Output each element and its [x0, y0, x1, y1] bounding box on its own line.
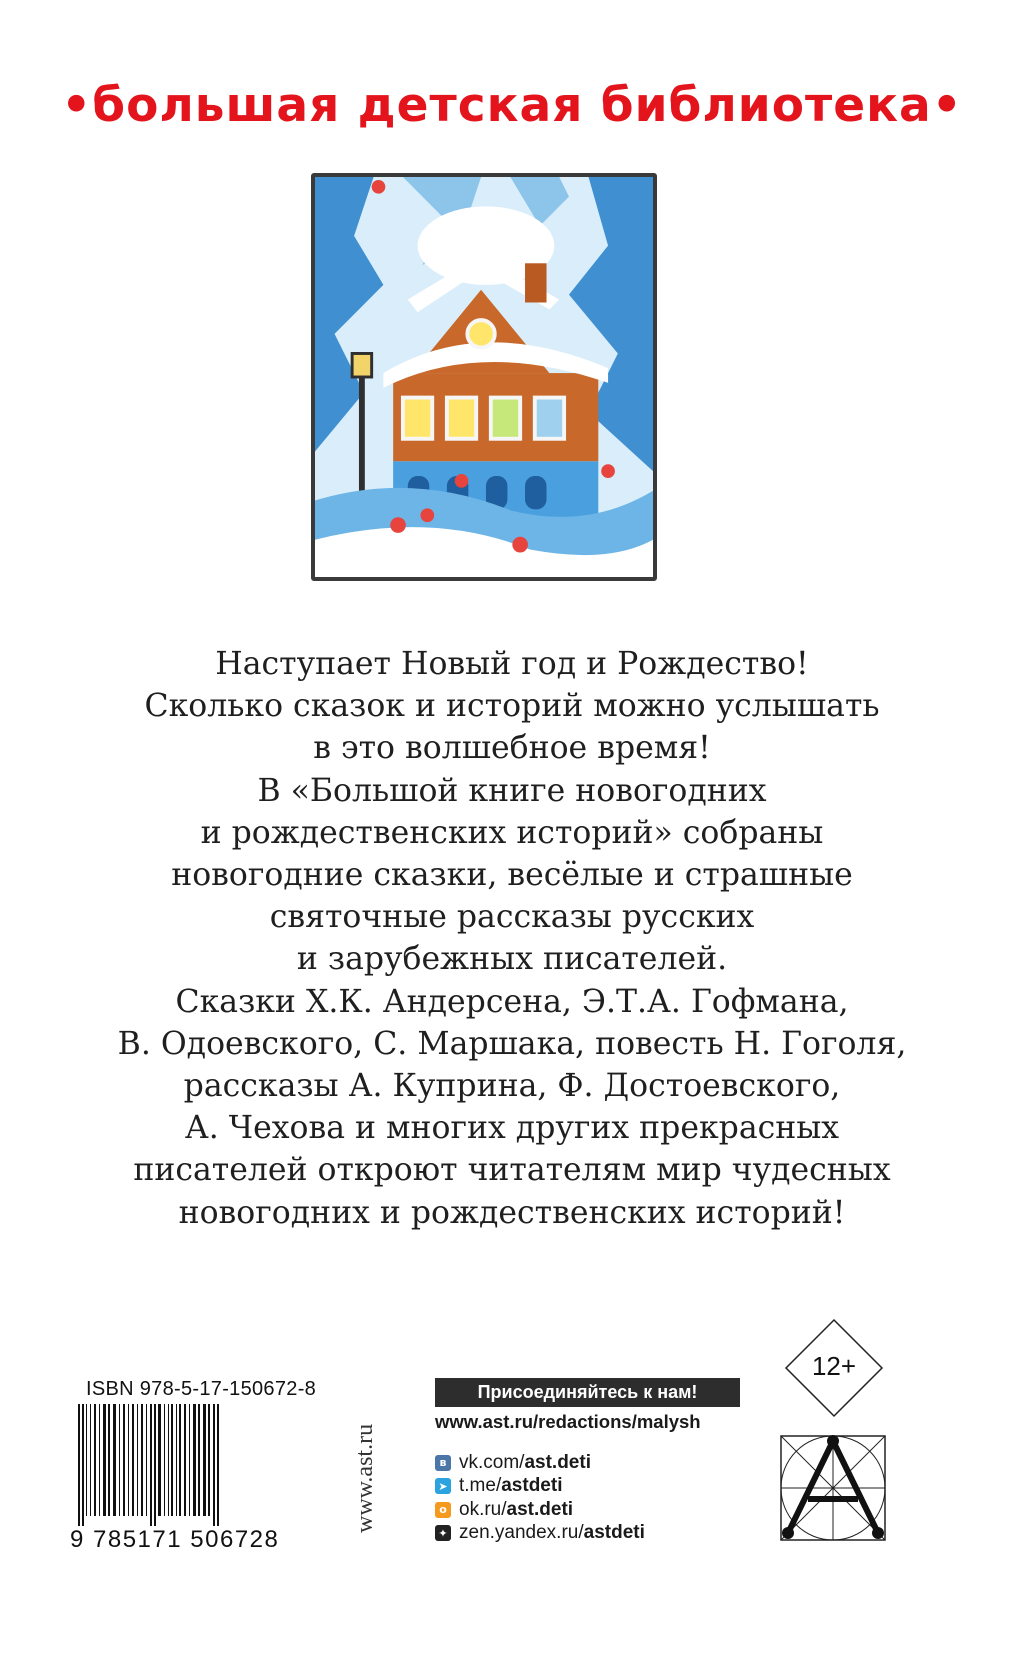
social-prefix: t.me/: [459, 1475, 502, 1497]
barcode-bar: [208, 1404, 210, 1516]
vk-icon: в: [435, 1455, 451, 1471]
barcode-bar: [146, 1404, 147, 1516]
barcode-bar: [154, 1404, 156, 1526]
barcode-bar: [90, 1404, 91, 1516]
publisher-url[interactable]: www.ast.ru/redactions/malysh: [435, 1411, 701, 1432]
ok-icon: o: [435, 1502, 451, 1518]
barcode-bar: [141, 1404, 143, 1516]
annotation-line: В. Одоевского, С. Маршака, повесть Н. Гоголя,: [117, 1025, 907, 1062]
annotation-line: Сказки Х.К. Андерсена, Э.Т.А. Гофмана,: [175, 983, 849, 1020]
social-link-ok[interactable]: [435, 1498, 645, 1522]
social-link-telegram[interactable]: [435, 1475, 645, 1499]
social-prefix: vk.com/: [459, 1451, 525, 1473]
barcode-bar: [132, 1404, 134, 1516]
zen-icon: ✦: [435, 1525, 451, 1541]
annotation-line: новогодних и рождественских историй!: [178, 1194, 846, 1231]
age-rating: 12+: [811, 1351, 857, 1381]
barcode-bar: [176, 1404, 177, 1516]
annotation-line: новогодние сказки, весёлые и страшные: [171, 857, 853, 894]
annotation-line: В «Большой книге новогодних: [257, 772, 767, 809]
barcode-bar: [217, 1404, 219, 1526]
annotation-line: и зарубежных писателей.: [296, 941, 728, 978]
social-handle: ast.deti: [506, 1498, 574, 1520]
barcode-bar: [94, 1404, 96, 1516]
annotation-line: Сколько сказок и историй можно услышать: [144, 688, 880, 725]
barcode-bar: [171, 1404, 173, 1516]
barcode-bar: [198, 1404, 200, 1516]
barcode-bar: [86, 1404, 87, 1516]
series-title: [0, 78, 1024, 133]
social-link-vk[interactable]: [435, 1451, 645, 1475]
barcode-bar: [158, 1404, 161, 1516]
barcode-digits: 9 785171 506728: [70, 1526, 280, 1553]
barcode-bar: [82, 1404, 84, 1526]
social-links: [435, 1451, 645, 1545]
telegram-icon: ➤: [435, 1478, 451, 1494]
barcode-bar: [164, 1404, 165, 1516]
social-handle: ast.deti: [524, 1451, 591, 1473]
barcode-bar: [179, 1404, 181, 1516]
barcode-bar: [103, 1404, 106, 1516]
barcode-bar: [128, 1404, 129, 1516]
join-us-banner: Присоединяйтесь к нам!: [435, 1378, 740, 1407]
social-handle: astdeti: [583, 1522, 645, 1544]
social-link-zen[interactable]: [435, 1522, 645, 1546]
barcode-bar: [193, 1404, 196, 1516]
annotation-line: писателей откроют читателям мир чудесных: [133, 1152, 891, 1189]
cover-illustration: [311, 173, 657, 581]
barcode-bar: [123, 1404, 125, 1516]
book-annotation: [60, 643, 964, 1234]
barcode-bar: [78, 1404, 80, 1526]
social-prefix: zen.yandex.ru/: [459, 1522, 584, 1544]
annotation-line: А. Чехова и многих других прекрасных: [184, 1110, 840, 1147]
annotation-line: рассказы А. Куприна, Ф. Достоевского,: [183, 1068, 841, 1105]
annotation-line: в это волшебное время!: [313, 730, 711, 767]
barcode-bar: [189, 1404, 190, 1516]
annotation-line: Наступает Новый год и Рождество!: [215, 646, 809, 682]
barcode-bar: [108, 1404, 110, 1516]
publisher-site-vertical: www.ast.ru: [352, 1423, 378, 1533]
social-handle: astdeti: [501, 1475, 563, 1497]
barcode-bar: [213, 1404, 215, 1526]
series-title-text: большая детская библиотека: [92, 78, 932, 133]
barcode-bar: [184, 1404, 186, 1516]
series-dot-right: •: [931, 78, 963, 133]
publisher-logo-icon: [778, 1433, 888, 1543]
isbn-number: ISBN 978-5-17-150672-8: [86, 1378, 317, 1400]
barcode-bar: [150, 1404, 152, 1526]
series-dot-left: •: [61, 78, 93, 133]
barcode-bar: [113, 1404, 116, 1516]
barcode-bar: [203, 1404, 206, 1516]
annotation-line: святочные рассказы русских: [269, 899, 755, 936]
social-prefix: ok.ru/: [459, 1498, 507, 1520]
annotation-line: и рождественских историй» собраны: [200, 814, 824, 851]
barcode-bar: [168, 1404, 169, 1516]
winter-house-illustration: [315, 177, 653, 577]
barcode-bar: [99, 1404, 100, 1516]
barcode-bar: [137, 1404, 138, 1516]
barcode-bar: [119, 1404, 120, 1516]
